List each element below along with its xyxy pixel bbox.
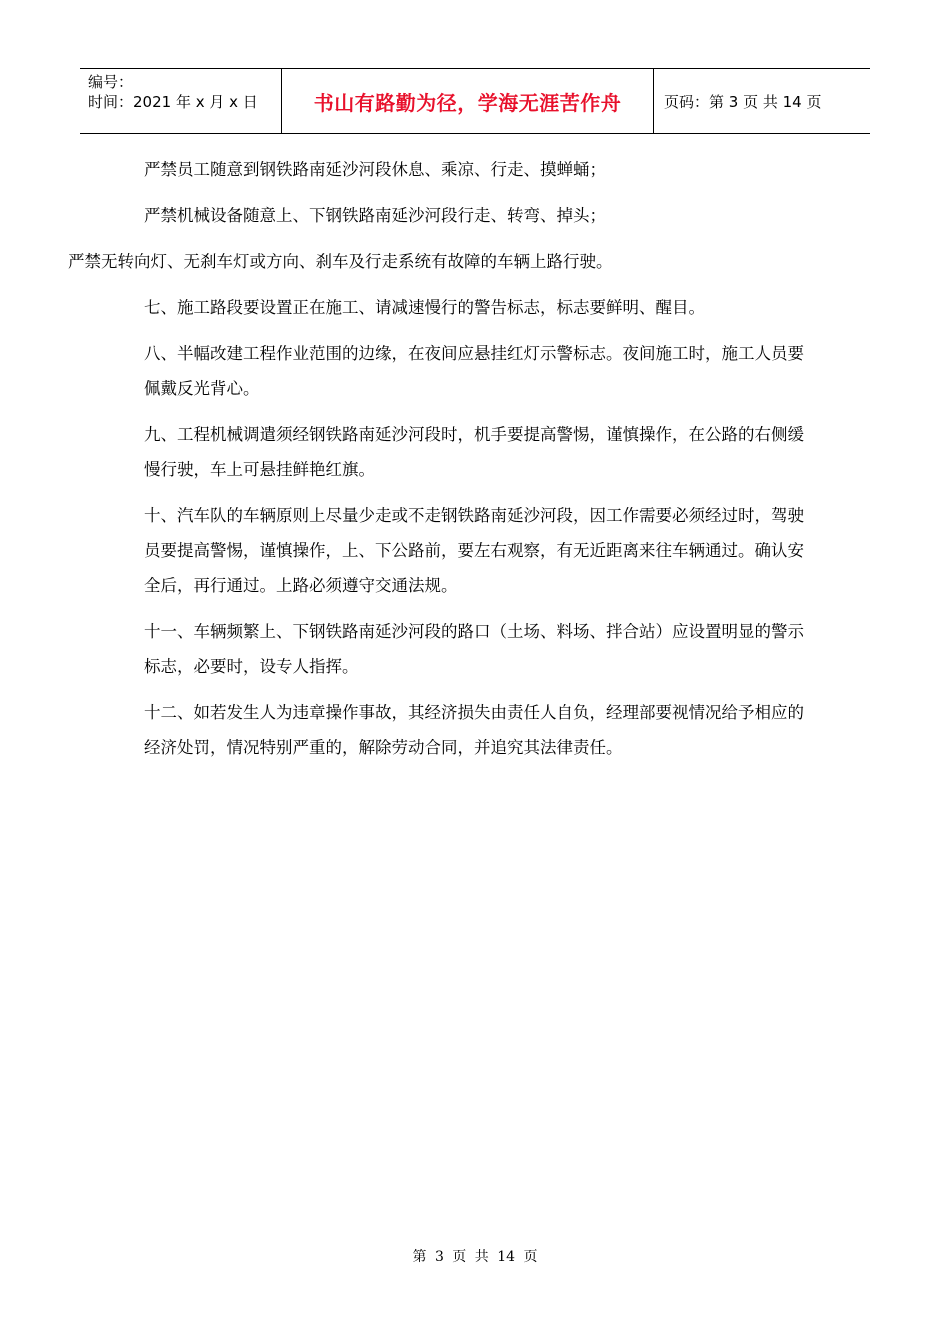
header-meta-cell [80,69,282,133]
body-paragraph: 严禁无转向灯、无刹车灯或方向、刹车及行走系统有故障的车辆上路行驶。 [68,252,613,271]
document-body [68,152,828,776]
body-paragraph: 八、半幅改建工程作业范围的边缘，在夜间应悬挂红灯示警标志。夜间施工时，施工人员要佩戴反光背心。 [144,344,804,398]
body-paragraph: 九、工程机械调遣须经钢铁路南延沙河段时，机手要提高警惕，谨慎操作，在公路的右侧缓慢行驶，车上可悬挂鲜艳红旗。 [144,425,804,479]
body-paragraph: 严禁员工随意到钢铁路南延沙河段休息、乘凉、行走、摸蝉蛹； [144,160,606,179]
document-number-label: 编号： [88,73,134,91]
body-paragraph: 十、汽车队的车辆原则上尽量少走或不走钢铁路南延沙河段，因工作需要必须经过时，驾驶员要提高警惕，谨慎操作，上、下公路前，要左右观察，有无近距离来往车辆通过。确认安全后，再行通过。上路必须遵守交通法规。 [144,506,804,595]
body-paragraph: 十一、车辆频繁上、下钢铁路南延沙河段的路口（土场、料场、拌合站）应设置明显的警示标志，必要时，设专人指挥。 [144,622,804,676]
body-paragraph: 严禁机械设备随意上、下钢铁路南延沙河段行走、转弯、掉头； [144,206,606,225]
body-paragraph: 十二、如若发生人为违章操作事故，其经济损失由责任人自负，经理部要视情况给予相应的经济处罚，情况特别严重的，解除劳动合同，并追究其法律责任。 [144,703,804,757]
document-header [80,68,870,134]
header-page-info: 页码：第 3 页 共 14 页 [664,92,822,111]
document-date: 时间：2021 年 x 月 x 日 [88,93,258,111]
body-paragraph: 七、施工路段要设置正在施工、请减速慢行的警告标志，标志要鲜明、醒目。 [144,298,705,317]
header-motto: 书山有路勤为径，学海无涯苦作舟 [282,69,654,133]
page-footer: 第 3 页 共 14 页 [412,1249,538,1265]
